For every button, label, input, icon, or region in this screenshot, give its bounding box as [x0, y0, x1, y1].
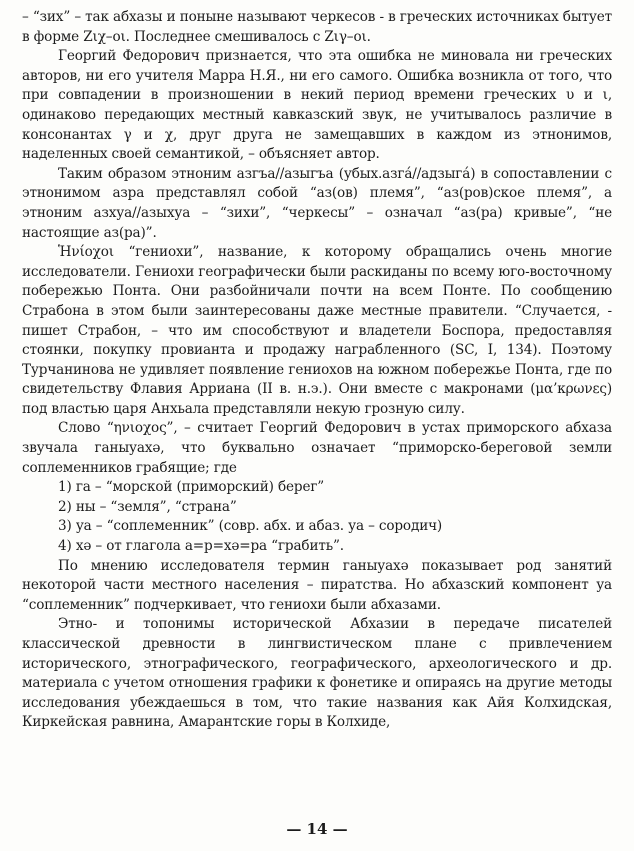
- page-number: — 14 —: [286, 820, 348, 838]
- etymology-list: [22, 478, 612, 556]
- paragraph-4: Ἡνίοχοι “гениохи”, название, к которому обращались очень многие исследователи. Гениохи географически были раскиданы по всему юго-восточному побережью Понта. Они разбойничали почти на всем Понте. По сообщению Страбона в этом были заинтересованы даже местные правители. “Случается, - пишет Страбон, – что им способствуют и владетели Боспора, предоставляя стоянки, покупку провианта и продажу награбленного (SC, I, 134). Поэтому Турчанинова не удивляет появление гениохов на южном побережье Понта, где по свидетельству Флавия Арриана (II в. н.э.). Они вместе с макронами (μα’κρωνες) под властью царя Анхьала представляли некую грозную силу.: [22, 244, 612, 417]
- paragraph-7: Этно- и топонимы исторической Абхазии в передаче писателей классической древности в лингвистическом плане с привлечением исторического, этнографического, географического, археологического и др. материала с учетом отношения графики к фонетике и опираясь на другие методы исследования убеждаешься в том, что такие названия как Айя Колхидская, Киркейская равнина, Амарантские горы в Колхиде,: [22, 616, 612, 731]
- paragraph-1: – “зих” – так абхазы и поныне называют черкесов - в греческих источниках бытует в форме Ζιχ–οι. Последнее смешивалось с Ζιγ–οι.: [22, 9, 612, 45]
- paragraph-6: По мнению исследователя термин ганыуахә показывает род занятий некоторой части местного населения – пиратства. Но абхазский компонент уа “соплеменник” подчеркивает, что гениохи были абхазами.: [22, 557, 612, 613]
- list-item: 1) га – “морской (приморский) берег”: [58, 479, 325, 496]
- body-text: [22, 8, 612, 733]
- list-item: 3) уа – “соплеменник” (совр. абх. и абаз. уа – сородич): [58, 518, 443, 535]
- list-item: 4) хә – от глагола а=р=хә=ра “грабить”.: [58, 538, 344, 555]
- paragraph-3: Таким образом этноним азгъа//азыгъа (убых.азгá//адзыгá) в сопоставлении с этнонимом азра представлял собой “аз(ов) племя”, “аз(ров)ское племя”, а этноним азхуа//азыхуа – “зихи”, “черкесы” – означал “аз(ра) кривые”, “не настоящие аз(ра)”.: [22, 165, 612, 241]
- paragraph-5: Слово “ηνιοχος”, – считает Георгий Федорович в устах приморского абхаза звучала ганыуахә, что буквально означает “приморско-береговой земли соплеменников грабящие; где: [22, 420, 612, 476]
- list-item: 2) ны – “земля”, “страна”: [58, 498, 237, 515]
- paragraph-2: Георгий Федорович признается, что эта ошибка не миновала ни греческих авторов, ни его учителя Марра Н.Я., ни его самого. Ошибка возникла от того, что при совпадении в произношении в некий период времени греческих υ и ι, одинаково передающих местный кавказский звук, не учитывалось различие в консонантах γ и χ, друг друга не замещавших в каждом из этнонимов, наделенных своей семантикой, – объясняет автор.: [22, 48, 612, 163]
